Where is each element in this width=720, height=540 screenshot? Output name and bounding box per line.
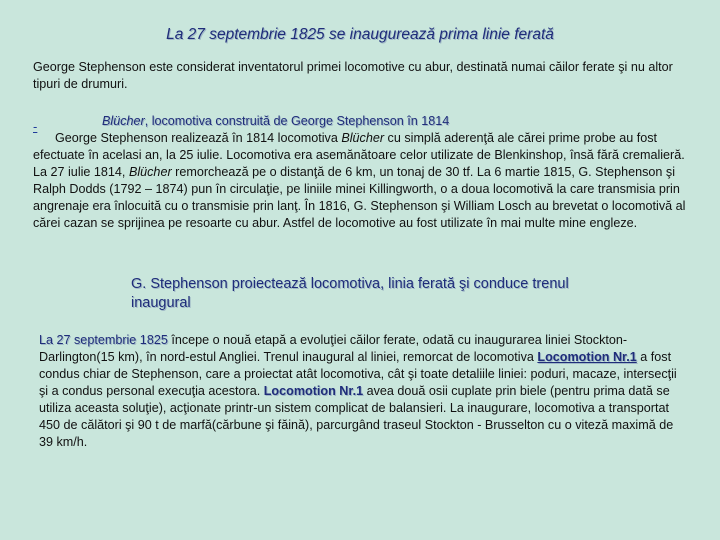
image-caption [102, 114, 449, 128]
inauguration-paragraph [39, 332, 684, 451]
para2-date: La 27 septembrie 1825 [39, 333, 168, 347]
caption-text: , locomotiva construită de George Stephenson în 1814 [144, 114, 450, 128]
para2-text-2: a fost condus chiar de Stephenson, care a proiectat atât locomotiva, cât şi toate detaliile liniei: poduri, macaze, intersecţii şi a condus personal execuţia acestora. [39, 350, 677, 398]
caption-locomotive-name: Blücher [102, 114, 145, 128]
para1-blucher-1: Blücher [341, 131, 385, 145]
para1-text-1: George Stephenson realizează în 1814 locomotiva [55, 131, 342, 145]
section-heading: G. Stephenson proiectează locomotiva, linia ferată şi conduce trenul inaugural [131, 276, 569, 311]
para1-blucher-2: Blücher [128, 165, 172, 179]
para1-text-2: cu simplă aderenţă ale cărei prime probe au fost efectuate în acelasi an, la 25 iulie. Locomotiva era asemănătoare celor utilizate de Blenkinshop, însă fără cremalieră. La 27 iulie 1814, [33, 131, 685, 179]
para2-text-1: începe o nouă etapă a evoluţiei căilor ferate, odată cu inaugurarea liniei Stockton- Darlington(15 km), în nord-estul Angliei. Trenul inaugural al liniei, remorcat de locomotiva [39, 333, 628, 364]
link-dash[interactable]: - [33, 119, 38, 134]
page-title: La 27 septembrie 1825 se inaugurează prima linie ferată [166, 26, 554, 43]
para2-locomotion-2: Locomotion Nr.1 [263, 384, 364, 398]
blucher-paragraph [33, 130, 698, 232]
para1-text-3: remorchează pe o distanţă de 6 km, un tonaj de 30 tf. La 6 martie 1815, G. Stephenson şi Ralph Dodds (1792 – 1874) pun în circulaţie, pe liniile minei Killingworth, o a doua locomotivă la care transmisia prin angrenaje era înlocuită cu o transmisie prin lanţ. În 1816, G. Stephenson şi William Losch au brevetat o locomotivă al cărei cazan se sprijinea pe resoarte cu abur. Astfel de locomotive au fost utilizate în mai multe mine engleze. [33, 165, 686, 230]
intro-paragraph: George Stephenson este considerat inventatorul primei locomotive cu abur, destinată numai căilor ferate şi nu altor tipuri de drumuri. [33, 60, 673, 91]
para2-text-3: avea două osii cuplate prin biele (pentru prima dată se utiliza aceasta soluţie), acţionate printr-un sistem complicat de balansieri. La inaugurare, locomotiva a transportat 450 de călători şi 90 t de marfă(cărbune şi făină), parcurgând traseul Stockton - Brusselton cu o viteză maximă de 39 km/h. [39, 384, 674, 449]
para2-locomotion-1: Locomotion Nr.1 [537, 350, 637, 364]
